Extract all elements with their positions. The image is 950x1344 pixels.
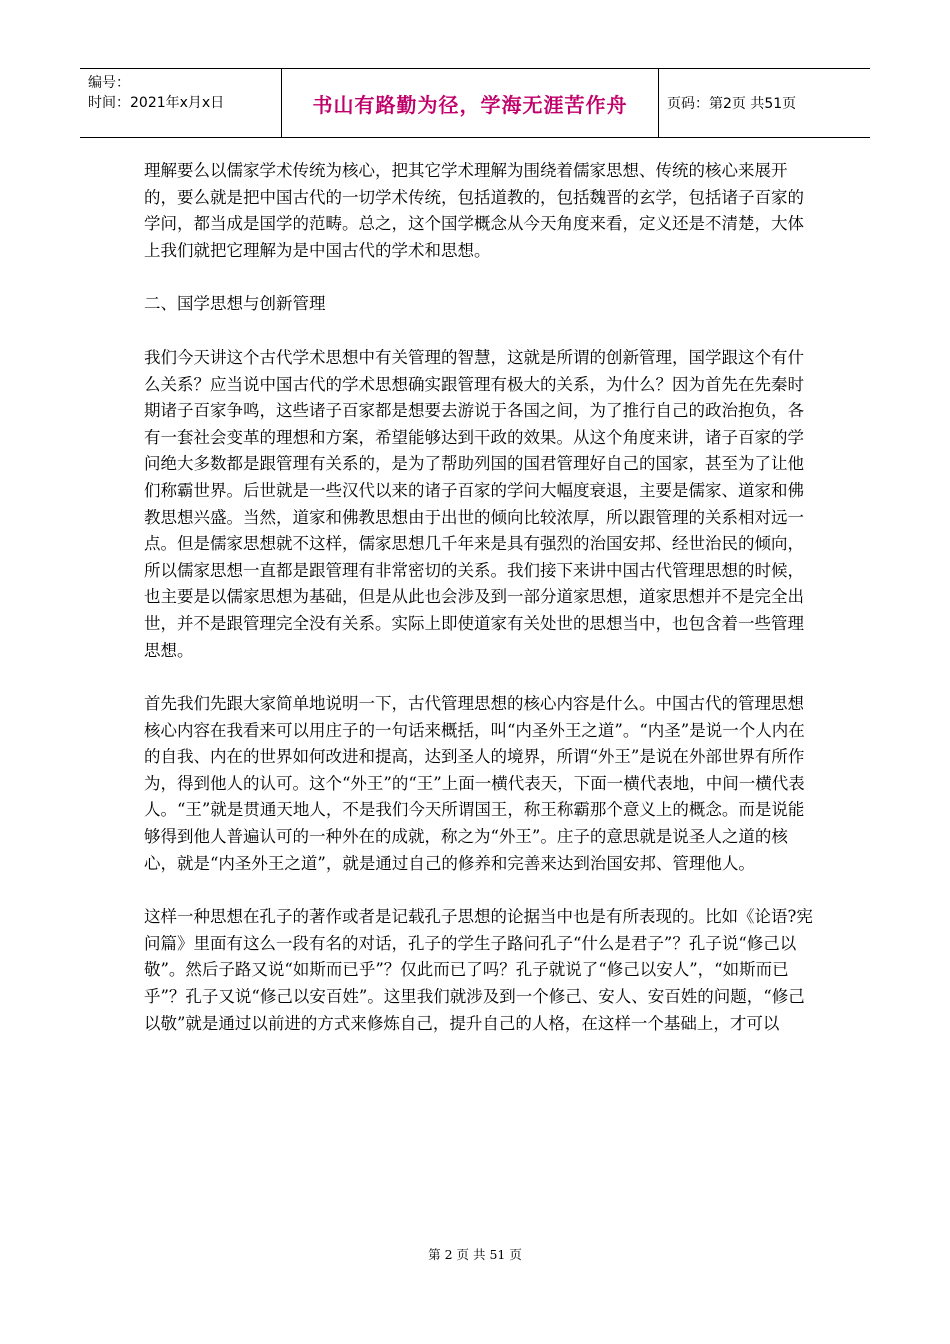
paragraph: 首先我们先跟大家简单地说明一下，古代管理思想的核心内容是什么。中国古代的管理思想核心内容在我看来可以用庄子的一句话来概括，叫“内圣外王之道”。“内圣”是说一个人内在的自我、内在的世界如何改进和提高，达到圣人的境界，所谓“外王”是说在外部世界有所作为，得到他人的认可。这个“外王”的“王”上面一横代表天，下面一横代表地，中间一横代表人。“王”就是贯通天地人，不是我们今天所谓国王，称王称霸那个意义上的概念。而是说能够得到他人普遍认可的一种外在的成就，称之为“外王”。庄子的意思就是说圣人之道的核心，就是“内圣外王之道”，就是通过自己的修养和完善来达到治国安邦、管理他人。 [144,694,805,873]
paragraph: 理解要么以儒家学术传统为核心，把其它学术理解为围绕着儒家思想、传统的核心来展开的，要么就是把中国古代的一切学术传统，包括道教的，包括魏晋的玄学，包括诸子百家的学问，都当成是国学的范畴。总之，这个国学概念从今天角度来看，定义还是不清楚，大体上我们就把它理解为是中国古代的学术和思想。 [144,161,804,260]
document-number-label: 编号： [88,75,130,91]
document-time-label: 时间：2021年x月x日 [88,95,225,111]
header-page-info: 页码：第2页 共51页 [667,96,797,112]
header-meta [80,69,282,137]
document-body [144,158,814,1064]
paragraph: 这样一种思想在孔子的著作或者是记载孔子思想的论据当中也是有所表现的。比如《论语?宪问篇》里面有这么一段有名的对话，孔子的学生子路问孔子“什么是君子”？孔子说“修己以敬”。然后子路又说“如斯而已乎”？仅此而已了吗？孔子就说了“修己以安人”，“如斯而已乎”？孔子又说“修己以安百姓”。这里我们就涉及到一个修己、安人、安百姓的问题，“修己以敬”就是通过以前进的方式来修炼自己，提升自己的人格，在这样一个基础上，才可以 [144,907,813,1033]
paragraph: 我们今天讲这个古代学术思想中有关管理的智慧，这就是所谓的创新管理，国学跟这个有什么关系？应当说中国古代的学术思想确实跟管理有极大的关系，为什么？因为首先在先秦时期诸子百家争鸣，这些诸子百家都是想要去游说于各国之间，为了推行自己的政治抱负，各有一套社会变革的理想和方案，希望能够达到干政的效果。从这个角度来讲，诸子百家的学问绝大多数都是跟管理有关系的，是为了帮助列国的国君管理好自己的国家，甚至为了让他们称霸世界。后世就是一些汉代以来的诸子百家的学问大幅度衰退，主要是儒家、道家和佛教思想兴盛。当然，道家和佛教思想由于出世的倾向比较浓厚，所以跟管理的关系相对远一点。但是儒家思想就不这样，儒家思想几千年来是具有强烈的治国安邦、经世治民的倾向，所以儒家思想一直都是跟管理有非常密切的关系。我们接下来讲中国古代管理思想的时候，也主要是以儒家思想为基础，但是从此也会涉及到一部分道家思想，道家思想并不是完全出世，并不是跟管理完全没有关系。实际上即使道家有关处世的思想当中，也包含着一些管理思想。 [144,347,804,660]
page-header [80,68,870,138]
section-heading: 二、国学思想与创新管理 [144,294,326,314]
header-motto: 书山有路勤为径，学海无涯苦作舟 [282,69,659,137]
page-footer: 第 2 页 共 51 页 [428,1247,522,1262]
